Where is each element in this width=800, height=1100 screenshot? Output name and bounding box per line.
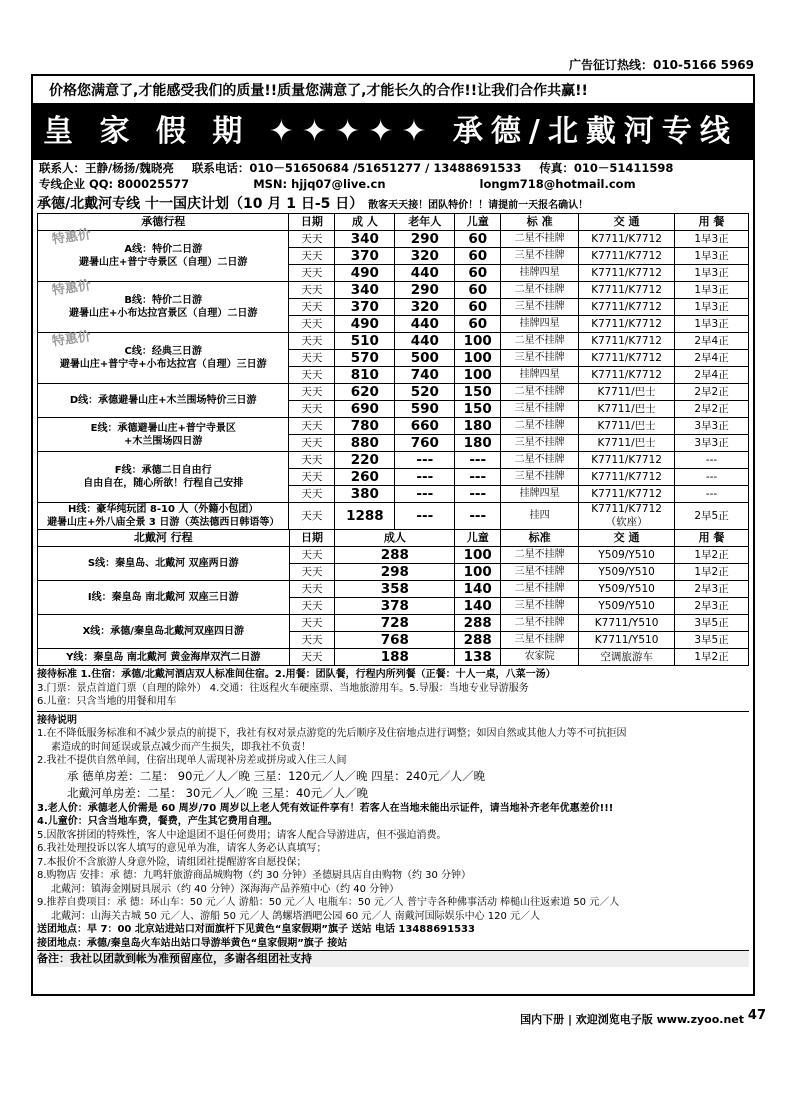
price-cell: 728: [335, 615, 455, 632]
price-cell: 1早2正: [675, 547, 749, 564]
price-cell: ---: [455, 452, 501, 469]
price-cell: 100: [455, 547, 501, 564]
price-cell: K7711/K7712: [579, 248, 675, 265]
price-cell: ---: [455, 503, 501, 530]
bd-header-cell: 标准: [501, 530, 579, 547]
table-row: [38, 384, 749, 401]
price-cell: Y509/Y510: [579, 547, 675, 564]
cd-header-cell: 老年人: [395, 214, 455, 231]
price-cell: K7711/K7712: [579, 469, 675, 486]
bd-header-cell: 用 餐: [675, 530, 749, 547]
note-line: 北戴河：山海关古城 50 元／人、游船 50 元／人 鸽螺塔酒吧公园 60 元／人 南戴河国际娱乐中心 120 元／人: [51, 910, 541, 922]
standard-line: 3.门票：景点首道门票（自理的除外） 4.交通：往返程火车硬座票、当地旅游用车。5.导服：当地专业导游服务: [37, 682, 529, 694]
route-cell: I线：秦皇岛 南北戴河 双座三日游: [38, 581, 290, 615]
price-cell: 370: [335, 299, 395, 316]
note-line: 北戴河：镇海金刚厨具展示（约 40 分钟）深海海产品养殖中心（约 40 分钟）: [51, 883, 400, 895]
price-cell: 天天: [289, 418, 335, 435]
plan-header: [37, 193, 749, 213]
price-cell: 340: [335, 282, 395, 299]
price-cell: 天天: [289, 316, 335, 333]
price-cell: 挂牌四星: [501, 486, 579, 503]
beidaihe-price-table: [37, 529, 749, 666]
note-line: 7.本报价不含旅游人身意外险，请组团社提醒游客自愿投保；: [37, 856, 307, 868]
table-row: [38, 282, 749, 299]
price-cell: 挂牌四星: [501, 367, 579, 384]
note-line: 1.在不降低服务标准和不减少景点的前提下，我社有权对景点游览的先后顺序及住宿地点进行调整；如因自然或其他人力等不可抗拒因: [37, 728, 627, 739]
table-row: [38, 503, 749, 530]
note-line: 2.我社不提供自然单间，住宿出现单人需现补房差或拼房或入住三人间: [37, 755, 347, 766]
bd-header-cell: 儿童: [455, 530, 501, 547]
special-price-stamp: 特惠价: [51, 329, 92, 350]
price-cell: 590: [395, 401, 455, 418]
price-cell: 140: [455, 581, 501, 598]
price-cell: 1早3正: [675, 248, 749, 265]
note-line: 送团地点：早 7：00 北京站进站口对面旗杆下见黄色“皇家假期”旗子 送站 电话 13488691533: [37, 924, 475, 935]
price-cell: 320: [395, 248, 455, 265]
price-cell: 288: [455, 615, 501, 632]
cd-header-cell: 日期: [289, 214, 335, 231]
price-cell: 2早4正: [675, 367, 749, 384]
price-cell: 天天: [289, 299, 335, 316]
price-cell: K7711/K7712: [579, 367, 675, 384]
note-line: 4.儿童价：只含当地车费，餐费，产生其它费用自理。: [37, 816, 278, 827]
price-cell: Y509/Y510: [579, 598, 675, 615]
price-cell: ---: [675, 486, 749, 503]
price-cell: K7711/K7712: [579, 265, 675, 282]
price-cell: 570: [335, 350, 395, 367]
price-cell: 1早3正: [675, 231, 749, 248]
price-cell: 农家院: [501, 649, 579, 666]
cd-header-cell: 儿童: [455, 214, 501, 231]
price-cell: 490: [335, 265, 395, 282]
price-cell: 三星不挂牌: [501, 598, 579, 615]
cd-header-cell: 用 餐: [675, 214, 749, 231]
cd-header-cell: 成 人: [335, 214, 395, 231]
price-cell: 天天: [289, 632, 335, 649]
price-cell: 60: [455, 299, 501, 316]
route-cell: B线：特价二日游 避暑山庄+小布达拉宫景区（自理）二日游 特惠价: [38, 282, 289, 333]
price-cell: 500: [395, 350, 455, 367]
price-cell: 60: [455, 265, 501, 282]
price-cell: 二星不挂牌: [501, 547, 579, 564]
price-cell: 二星不挂牌: [501, 282, 579, 299]
price-cell: 520: [395, 384, 455, 401]
price-cell: 1早2正: [675, 649, 749, 666]
price-cell: 2早2正: [675, 401, 749, 418]
special-price-stamp: 特惠价: [51, 227, 92, 248]
price-cell: 天天: [289, 615, 335, 632]
price-cell: 二星不挂牌: [501, 452, 579, 469]
price-cell: 天天: [289, 452, 335, 469]
price-cell: 天天: [289, 503, 335, 530]
price-cell: 天天: [289, 231, 335, 248]
price-cell: K7711/K7712: [579, 231, 675, 248]
price-cell: 天天: [289, 547, 335, 564]
plan-title: 承德/北戴河专线 十一国庆计划（10 月 1 日-5 日）: [37, 196, 364, 212]
price-cell: 290: [395, 231, 455, 248]
price-cell: K7711/K7712: [579, 452, 675, 469]
price-cell: 298: [335, 564, 455, 581]
price-cell: 天天: [289, 581, 335, 598]
price-cell: K7711/巴士: [579, 435, 675, 452]
price-cell: 三星不挂牌: [501, 435, 579, 452]
price-cell: K7711/巴士: [579, 401, 675, 418]
price-cell: K7711/K7712: [579, 299, 675, 316]
contact-block: [39, 160, 749, 192]
price-cell: ---: [395, 503, 455, 530]
table-row: [38, 649, 749, 666]
route-cell: X线：承德/秦皇岛北戴河双座四日游: [38, 615, 290, 649]
special-price-stamp: 特惠价: [51, 278, 92, 299]
note-line: 素造成的时间延误或景点减少而产生损失，即我社不负责！: [51, 741, 311, 753]
table-row: [38, 333, 749, 350]
price-cell: K7711/巴士: [579, 384, 675, 401]
price-cell: K7711/K7712: [579, 350, 675, 367]
price-cell: 60: [455, 231, 501, 248]
price-cell: 100: [455, 367, 501, 384]
note-line: 8.购物店 安排：承 德：九鸣轩旅游商品城购物（约 30 分钟）圣德厨具店自由购物（约 30 分钟）: [37, 870, 472, 881]
price-cell: Y509/Y510: [579, 581, 675, 598]
price-cell: 220: [335, 452, 395, 469]
plan-note: 散客天天接！团队特价！！请提前一天报名确认！: [368, 200, 589, 211]
cd-header-cell: 承德行程: [38, 214, 289, 231]
price-cell: 180: [455, 418, 501, 435]
note-line: 9.推荐自费项目：承 德：环山车：50 元／人 游船：50 元／人 电瓶车：50 元／人 普宁寺各种佛事活动 棒槌山往返索道 50 元／人: [37, 897, 620, 908]
slogan: 价格您满意了,才能感受我们的质量!!质量您满意了,才能长久的合作!!让我们合作共赢!!: [33, 78, 753, 104]
note-line: 6.我社处理投诉以客人填写的意见单为准，请客人务必认真填写；: [37, 843, 327, 854]
price-cell: 3早5正: [675, 615, 749, 632]
price-cell: 3早3正: [675, 435, 749, 452]
note-line: 3.老人价：承德老人价需是 60 周岁/70 周岁以上老人凭有效证件享有！若客人在当地未能出示证件，请当地补齐老年优惠差价!!!: [37, 802, 614, 814]
price-cell: 三星不挂牌: [501, 632, 579, 649]
price-cell: ---: [675, 469, 749, 486]
notes-title: 接待说明: [37, 714, 77, 726]
price-cell: 260: [335, 469, 395, 486]
price-cell: ---: [455, 486, 501, 503]
price-cell: ---: [395, 452, 455, 469]
price-cell: 挂四: [501, 503, 579, 530]
price-cell: 1早3正: [675, 316, 749, 333]
price-cell: 空调旅游车: [579, 649, 675, 666]
price-cell: 810: [335, 367, 395, 384]
price-cell: 1288: [335, 503, 395, 530]
price-cell: 60: [455, 248, 501, 265]
route-cell: Y线：秦皇岛 南北戴河 黄金海岸双汽二日游: [38, 649, 290, 666]
price-cell: 天天: [289, 333, 335, 350]
price-cell: 1早2正: [675, 564, 749, 581]
price-cell: 2早5正: [675, 503, 749, 530]
price-cell: 三星不挂牌: [501, 401, 579, 418]
price-cell: 3早5正: [675, 632, 749, 649]
standard-line: 接待标准 1.住宿：承德/北戴河酒店双人标准间住宿。2.用餐：团队餐，行程内所列餐（正餐：十人一桌，八菜一汤）: [37, 669, 556, 680]
price-cell: 二星不挂牌: [501, 615, 579, 632]
note-line: 5.因散客拼团的特殊性，客人中途退团不退任何费用；请客人配合导游进店，但不强迫消费。: [37, 829, 447, 841]
price-cell: ---: [395, 469, 455, 486]
price-cell: 天天: [289, 564, 335, 581]
standard-line: 6.儿童：只含当地的用餐和用车: [37, 696, 177, 707]
price-cell: 150: [455, 401, 501, 418]
note-line: 北戴河单房差：二星： 30元／人／晚 三星：40元／人／晚: [67, 785, 369, 800]
price-cell: 320: [395, 299, 455, 316]
price-cell: 天天: [289, 486, 335, 503]
price-cell: 天天: [289, 649, 335, 666]
price-cell: 2早2正: [675, 384, 749, 401]
price-cell: ---: [455, 469, 501, 486]
price-cell: 760: [395, 435, 455, 452]
bd-header-cell: 北戴河 行程: [38, 530, 290, 547]
price-cell: 440: [395, 316, 455, 333]
price-cell: 三星不挂牌: [501, 469, 579, 486]
price-cell: 天天: [289, 367, 335, 384]
price-cell: ---: [675, 452, 749, 469]
contact-persons: 联系人：王静/杨扬/魏晓亮: [39, 161, 174, 175]
price-cell: 440: [395, 265, 455, 282]
table-row: [38, 547, 749, 564]
price-cell: 100: [455, 564, 501, 581]
price-cell: 天天: [289, 469, 335, 486]
price-cell: 二星不挂牌: [501, 384, 579, 401]
price-cell: 3早3正: [675, 418, 749, 435]
price-cell: 2早3正: [675, 598, 749, 615]
chengde-price-table: [37, 213, 749, 530]
cd-header-cell: 标 准: [501, 214, 579, 231]
price-cell: 挂牌四星: [501, 316, 579, 333]
contact-qq: 专线企业 QQ: 800025577: [39, 177, 190, 191]
brand-banner: 皇 家 假 期 ✦✦✦✦✦ 承德/北戴河专线: [33, 104, 753, 160]
price-cell: K7711/K7712 （软座）: [579, 503, 675, 530]
notes-block: [37, 668, 749, 967]
price-cell: 三星不挂牌: [501, 564, 579, 581]
price-cell: K7711/K7712: [579, 486, 675, 503]
price-cell: 490: [335, 316, 395, 333]
contact-msn[interactable]: MSN: hjjq07@live.cn: [253, 177, 386, 191]
price-cell: 二星不挂牌: [501, 333, 579, 350]
route-cell: S线：秦皇岛、北戴河 双座两日游: [38, 547, 290, 581]
price-cell: 690: [335, 401, 395, 418]
footer-text: 国内下册 | 欢迎浏览电子版 www.zyoo.net: [520, 1013, 744, 1026]
price-cell: 150: [455, 384, 501, 401]
price-cell: 510: [335, 333, 395, 350]
note-line: 备注：我社以团款到帐为准预留座位，多谢各组团社支持: [37, 950, 749, 967]
price-cell: 740: [395, 367, 455, 384]
route-cell: C线：经典三日游 避暑山庄+普宁寺+小布达拉宫（自理）三日游 特惠价: [38, 333, 289, 384]
price-cell: K7711/Y510: [579, 615, 675, 632]
price-cell: 三星不挂牌: [501, 248, 579, 265]
route-cell: A线：特价二日游 避暑山庄+普宁寺景区（自理）二日游 特惠价: [38, 231, 289, 282]
price-cell: 180: [455, 435, 501, 452]
price-cell: 100: [455, 333, 501, 350]
price-cell: ---: [395, 486, 455, 503]
table-row: [38, 615, 749, 632]
price-cell: 620: [335, 384, 395, 401]
price-cell: 378: [335, 598, 455, 615]
price-cell: 288: [335, 547, 455, 564]
price-cell: 天天: [289, 598, 335, 615]
price-cell: 天天: [289, 435, 335, 452]
price-cell: 660: [395, 418, 455, 435]
price-cell: 290: [395, 282, 455, 299]
table-row: [38, 581, 749, 598]
table-row: [38, 231, 749, 248]
price-cell: 2早4正: [675, 333, 749, 350]
price-cell: 天天: [289, 384, 335, 401]
price-cell: K7711/Y510: [579, 632, 675, 649]
price-cell: 380: [335, 486, 395, 503]
price-cell: 三星不挂牌: [501, 350, 579, 367]
page-footer: [0, 1003, 800, 1033]
contact-phone: 联系电话：010－51650684 /51651277 / 13488691533: [191, 161, 522, 175]
price-cell: 768: [335, 632, 455, 649]
bd-header-cell: 交 通: [579, 530, 675, 547]
bd-header-cell: 日期: [289, 530, 335, 547]
cd-header-cell: 交 通: [579, 214, 675, 231]
price-cell: 天天: [289, 401, 335, 418]
note-line: 接团地点：承德/秦皇岛火车站出站口导游举黄色“皇家假期”旗子 接站: [37, 937, 348, 949]
ad-hotline: 广告征订热线：010-5166 5969: [568, 58, 754, 72]
price-cell: 140: [455, 598, 501, 615]
price-cell: 二星不挂牌: [501, 231, 579, 248]
price-cell: 1早3正: [675, 299, 749, 316]
route-cell: H线：豪华纯玩团 8-10 人（外籍小包团） 避暑山庄+外八庙全景 3 日游（英法德西日韩语等）: [38, 503, 289, 530]
price-cell: K7711/巴士: [579, 418, 675, 435]
price-cell: 188: [335, 649, 455, 666]
price-cell: 370: [335, 248, 395, 265]
price-cell: 60: [455, 316, 501, 333]
price-cell: 二星不挂牌: [501, 418, 579, 435]
price-cell: 780: [335, 418, 395, 435]
price-cell: 三星不挂牌: [501, 299, 579, 316]
table-row: [38, 418, 749, 435]
price-cell: 天天: [289, 282, 335, 299]
price-cell: 138: [455, 649, 501, 666]
note-line: 承 德单房差：二星： 90元／人／晚 三星：120元／人／晚 四星：240元／人／晚: [67, 768, 486, 783]
price-cell: 天天: [289, 248, 335, 265]
ad-frame: [31, 74, 755, 996]
price-cell: 1早3正: [675, 265, 749, 282]
route-cell: E线：承德避暑山庄+普宁寺景区 +木兰围场四日游: [38, 418, 289, 452]
price-cell: 天天: [289, 350, 335, 367]
price-cell: 440: [395, 333, 455, 350]
table-row: [38, 452, 749, 469]
contact-fax: 传真：010－51411598: [539, 161, 674, 175]
price-cell: 挂牌四星: [501, 265, 579, 282]
price-cell: 2早4正: [675, 350, 749, 367]
divider: [37, 711, 749, 712]
price-cell: 60: [455, 282, 501, 299]
price-cell: K7711/K7712: [579, 282, 675, 299]
price-cell: Y509/Y510: [579, 564, 675, 581]
price-cell: 100: [455, 350, 501, 367]
contact-email[interactable]: longm718@hotmail.com: [479, 177, 636, 191]
price-cell: K7711/K7712: [579, 333, 675, 350]
price-cell: 880: [335, 435, 395, 452]
page-number: 47: [747, 1008, 766, 1023]
price-cell: 1早3正: [675, 282, 749, 299]
price-cell: 天天: [289, 265, 335, 282]
price-cell: 二星不挂牌: [501, 581, 579, 598]
price-cell: 2早3正: [675, 581, 749, 598]
price-cell: 340: [335, 231, 395, 248]
price-cell: 358: [335, 581, 455, 598]
price-cell: 288: [455, 632, 501, 649]
route-cell: D线：承德避暑山庄+木兰围场特价三日游: [38, 384, 289, 418]
bd-header-cell: 成人: [335, 530, 455, 547]
price-cell: K7711/K7712: [579, 316, 675, 333]
route-cell: F线：承德二日自由行 自由自在，随心所欲！行程自己安排: [38, 452, 289, 503]
